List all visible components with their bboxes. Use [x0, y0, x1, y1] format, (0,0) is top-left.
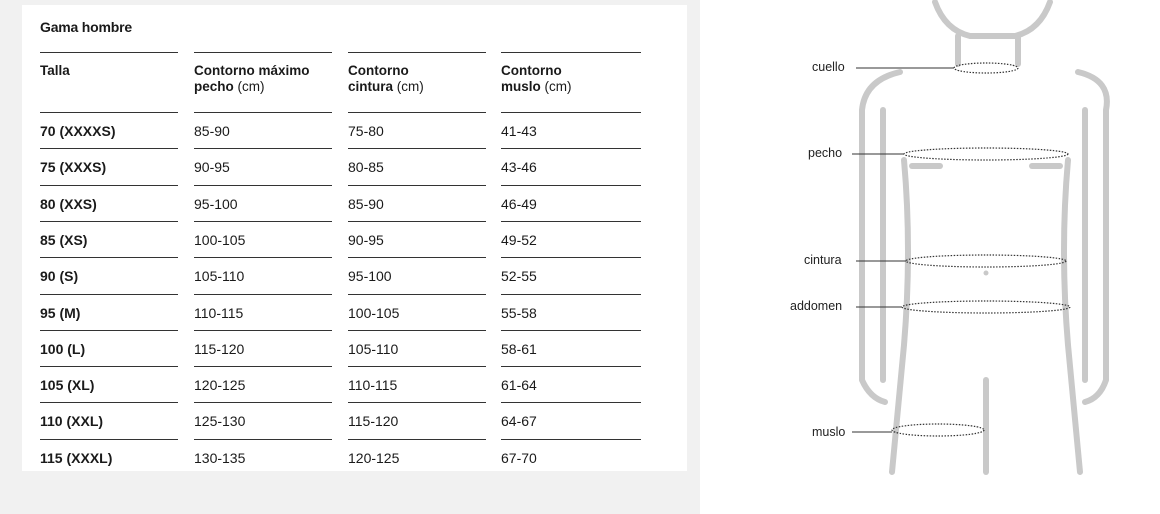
size-cell: 80 (XXS): [40, 185, 178, 212]
label-neck: cuello: [812, 60, 845, 74]
header-waist: [348, 52, 486, 95]
chest-cell: 105-110: [194, 257, 332, 284]
chest-measure-ring: [904, 148, 1068, 160]
chest-cell: 110-115: [194, 294, 332, 321]
body-figure-panel: [700, 0, 1160, 514]
table-row: [40, 257, 660, 293]
header-chest-unit: (cm): [233, 79, 265, 94]
table-row: [40, 112, 660, 148]
thigh-cell: 41-43: [501, 112, 641, 139]
label-waist: cintura: [804, 253, 842, 267]
neck-measure-ring: [954, 63, 1018, 73]
label-thigh: muslo: [812, 425, 846, 439]
thigh-cell: 55-58: [501, 294, 641, 321]
size-cell: 105 (XL): [40, 366, 178, 393]
size-cell: 85 (XS): [40, 221, 178, 248]
waist-cell: 75-80: [348, 112, 486, 139]
header-waist-line2: cintura: [348, 79, 394, 94]
table-row: [40, 185, 660, 221]
chest-cell: 130-135: [194, 439, 332, 466]
table-row: [40, 148, 660, 184]
waist-cell: 110-115: [348, 366, 486, 393]
torso-right: [1064, 160, 1080, 472]
waist-cell: 115-120: [348, 402, 486, 429]
thigh-cell: 52-55: [501, 257, 641, 284]
thigh-cell: 58-61: [501, 330, 641, 357]
chest-cell: 85-90: [194, 112, 332, 139]
chest-cell: 115-120: [194, 330, 332, 357]
head-outline: [935, 2, 1050, 36]
chest-cell: 90-95: [194, 148, 332, 175]
table-title: Gama hombre: [40, 19, 132, 35]
table-row: [40, 294, 660, 330]
header-size-label: Talla: [40, 63, 70, 78]
chest-cell: 100-105: [194, 221, 332, 248]
header-chest: [194, 52, 332, 95]
chest-cell: 120-125: [194, 366, 332, 393]
header-size: [40, 52, 178, 79]
waist-cell: 85-90: [348, 185, 486, 212]
size-cell: 95 (M): [40, 294, 178, 321]
table-row: [40, 439, 660, 475]
header-thigh: [501, 52, 641, 95]
size-cell: 70 (XXXXS): [40, 112, 178, 139]
waist-cell: 90-95: [348, 221, 486, 248]
waist-cell: 95-100: [348, 257, 486, 284]
header-waist-unit: (cm): [393, 79, 424, 94]
waist-measure-ring: [906, 255, 1066, 267]
chest-cell: 125-130: [194, 402, 332, 429]
waist-cell: 80-85: [348, 148, 486, 175]
thigh-cell: 67-70: [501, 439, 641, 466]
thigh-measure-ring: [892, 424, 984, 436]
thigh-cell: 49-52: [501, 221, 641, 248]
waist-cell: 120-125: [348, 439, 486, 466]
thigh-cell: 46-49: [501, 185, 641, 212]
header-thigh-unit: (cm): [540, 79, 572, 94]
chest-cell: 95-100: [194, 185, 332, 212]
table-row: [40, 330, 660, 366]
size-cell: 115 (XXXL): [40, 439, 178, 466]
header-chest-line1: Contorno máximo: [194, 63, 310, 78]
table-row: [40, 402, 660, 438]
size-cell: 100 (L): [40, 330, 178, 357]
thigh-cell: 61-64: [501, 366, 641, 393]
label-chest: pecho: [808, 146, 843, 160]
size-cell: 110 (XXL): [40, 402, 178, 429]
header-thigh-line1: Contorno: [501, 63, 562, 78]
thigh-cell: 43-46: [501, 148, 641, 175]
header-thigh-line2: muslo: [501, 79, 541, 94]
thigh-cell: 64-67: [501, 402, 641, 429]
header-chest-line2: pecho: [194, 79, 234, 94]
size-table-panel: [22, 5, 687, 471]
table-row: [40, 221, 660, 257]
body-silhouette: [700, 0, 1160, 514]
waist-cell: 105-110: [348, 330, 486, 357]
label-abdomen: addomen: [790, 299, 843, 313]
table-row: [40, 366, 660, 402]
size-cell: 90 (S): [40, 257, 178, 284]
abdomen-measure-ring: [902, 301, 1070, 313]
waist-cell: 100-105: [348, 294, 486, 321]
header-waist-line1: Contorno: [348, 63, 409, 78]
navel-dot: [984, 271, 989, 276]
size-cell: 75 (XXXS): [40, 148, 178, 175]
